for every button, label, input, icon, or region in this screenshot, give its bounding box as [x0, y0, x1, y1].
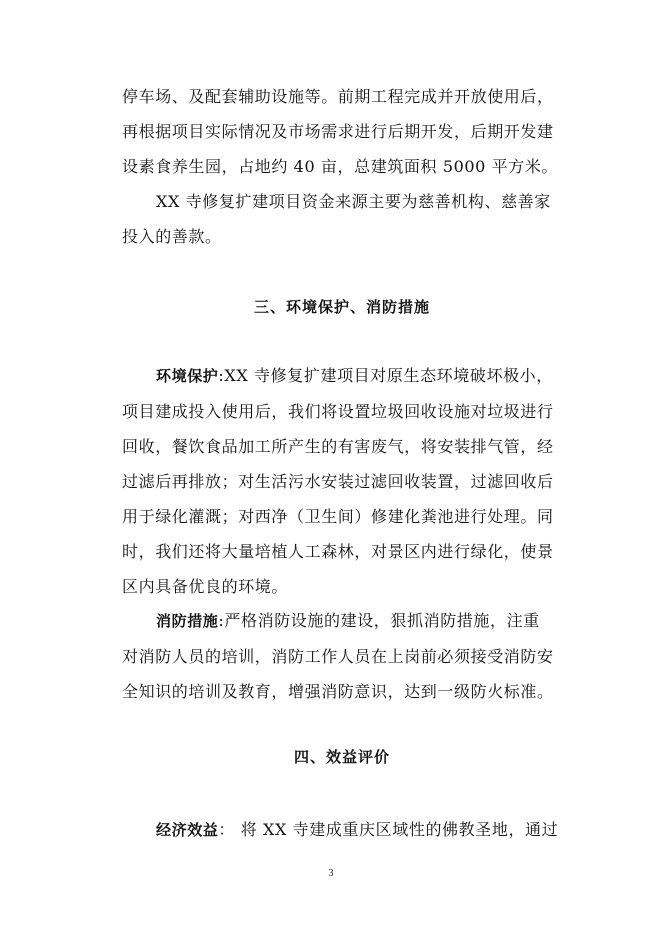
funding-paragraph: [122, 184, 562, 254]
paragraph-first-line: [122, 358, 562, 394]
environment-paragraph: [122, 358, 562, 604]
paragraph-first-line: [122, 603, 562, 639]
paragraph-line: 全知识的培训及教育，增强消防意识，达到一级防火标准。: [122, 682, 554, 701]
fire-protection-label: 消防措施: [156, 612, 219, 630]
environment-intro-text: :XX 寺修复扩建项目对原生态环境破坏极小，: [218, 366, 553, 385]
fire-protection-paragraph: [122, 603, 562, 709]
economic-benefit-paragraph: [122, 812, 562, 848]
intro-paragraph: [122, 79, 562, 184]
section-heading: 四、效益评价: [293, 748, 390, 766]
paragraph-line: 再根据项目实际情况及市场需求进行后期开发，后期开发建: [122, 122, 554, 141]
paragraph-line: 过滤后再排放；对生活污水安装过滤回收装置，过滤回收后: [122, 472, 554, 491]
paragraph-line: 设素食养生园，占地约 40 亩，总建筑面积 5000 平方米。: [122, 157, 559, 176]
paragraph-line: 区内具备优良的环境。: [122, 577, 289, 596]
paragraph-line: 投入的善款。: [122, 227, 222, 246]
paragraph-line: 停车场、及配套辅助设施等。前期工程完成并开放使用后，: [122, 87, 554, 106]
paragraph-line: 项目建成投入使用后，我们将设置垃圾回收设施对垃圾进行: [122, 402, 554, 421]
paragraph-line: 用于绿化灌溉；对西净（卫生间）修建化粪池进行处理。同: [122, 507, 554, 526]
paragraph-line: 对消防人员的培训，消防工作人员在上岗前必须接受消防安: [122, 647, 554, 666]
environment-label: 环境保护: [156, 367, 219, 385]
section-heading: 三、环境保护、消防措施: [253, 298, 430, 316]
paragraph-first-line: [122, 812, 562, 848]
paragraph-line: 回收，餐饮食品加工所产生的有害废气，将安装排气管，经: [122, 437, 554, 456]
fire-protection-intro-text: :严格消防设施的建设，狠抓消防措施，注重: [218, 611, 540, 630]
economic-benefit-intro-text: ： 将 XX 寺建成重庆区域性的佛教圣地，通过: [218, 820, 559, 839]
economic-benefit-label: 经济效益: [156, 821, 219, 839]
paragraph-line: 时，我们还将大量培植人工森林，对景区内进行绿化，使景: [122, 542, 554, 561]
paragraph-line: XX 寺修复扩建项目资金来源主要为慈善机构、慈善家: [156, 192, 551, 211]
page-number: 3: [328, 868, 334, 879]
